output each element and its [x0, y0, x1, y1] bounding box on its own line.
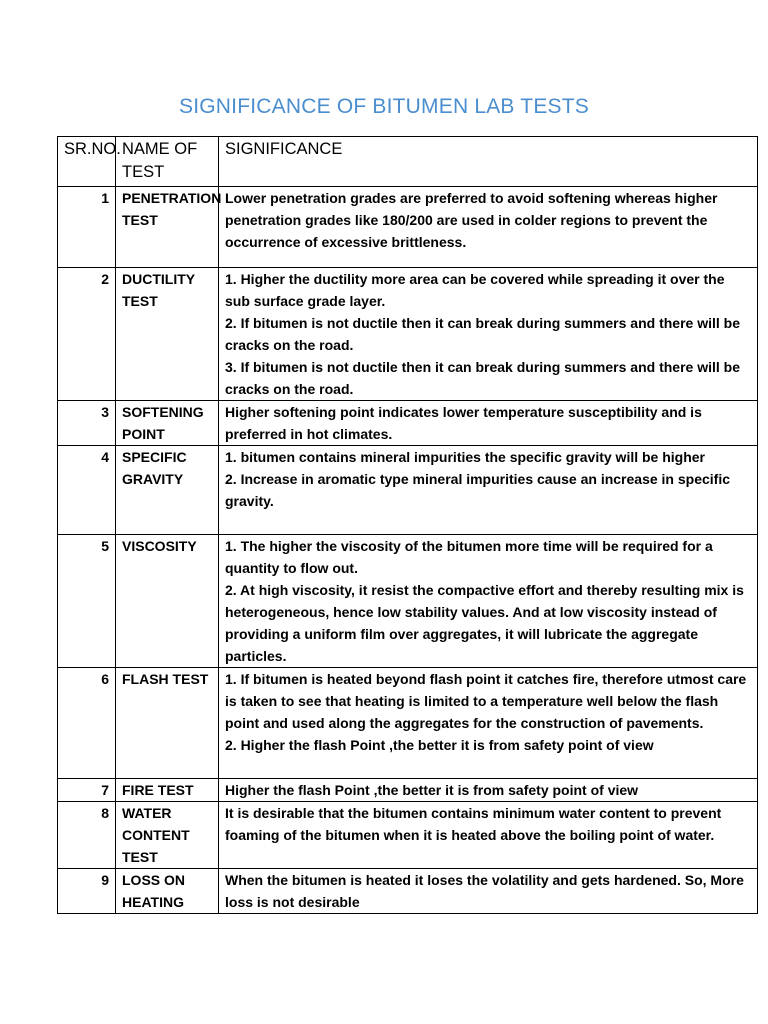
- table-row: [58, 401, 758, 446]
- significance-cell: [219, 668, 758, 779]
- row-number: 3: [58, 401, 116, 446]
- significance-cell: [219, 869, 758, 914]
- table-row: [58, 802, 758, 869]
- row-number: 1: [58, 187, 116, 268]
- table-row: [58, 668, 758, 779]
- row-number: 4: [58, 446, 116, 535]
- significance-text: When the bitumen is heated it loses the volatility and gets hardened. So, More loss is not desirable: [225, 872, 744, 910]
- table-row: [58, 446, 758, 535]
- table-row: [58, 779, 758, 802]
- significance-text: 2. At high viscosity, it resist the compactive effort and thereby resulting mix is heterogeneous, hence low stability values. And at low viscosity instead of providing a uniform film over aggregates, it will lubricate the aggregate particles.: [225, 582, 744, 664]
- row-number: 9: [58, 869, 116, 914]
- significance-cell: [219, 446, 758, 535]
- significance-cell: [219, 802, 758, 869]
- test-name: SOFTENING POINT: [116, 401, 219, 446]
- significance-text: 2. Increase in aromatic type mineral impurities cause an increase in specific gravity.: [225, 471, 731, 509]
- document-title: SIGNIFICANCE OF BITUMEN LAB TESTS: [179, 95, 589, 118]
- table-row: [58, 187, 758, 268]
- significance-text: Lower penetration grades are preferred to avoid softening whereas higher penetration grades like 180/200 are used in colder regions to prevent the occurrence of excessive brittleness.: [225, 190, 718, 250]
- test-name: PENETRATION TEST: [116, 187, 219, 268]
- significance-text: 1. bitumen contains mineral impurities the specific gravity will be higher: [225, 449, 706, 465]
- significance-text: 1. Higher the ductility more area can be covered while spreading it over the sub surface grade layer.: [225, 271, 725, 309]
- row-number: 2: [58, 268, 116, 401]
- table-row: [58, 268, 758, 401]
- test-name: WATER CONTENT TEST: [116, 802, 219, 869]
- row-number: 8: [58, 802, 116, 869]
- test-name: LOSS ON HEATING: [116, 869, 219, 914]
- test-name: SPECIFIC GRAVITY: [116, 446, 219, 535]
- row-number: 6: [58, 668, 116, 779]
- significance-text: 2. If bitumen is not ductile then it can break during summers and there will be cracks on the road.: [225, 315, 740, 353]
- row-number: 5: [58, 535, 116, 668]
- row-number: 7: [58, 779, 116, 802]
- test-name: DUCTILITY TEST: [116, 268, 219, 401]
- bitumen-tests-table: [57, 136, 758, 914]
- table-row: [58, 869, 758, 914]
- header-srno: SR.NO.: [58, 137, 116, 187]
- significance-cell: [219, 268, 758, 401]
- table-row: [58, 535, 758, 668]
- header-name-of-test: NAME OF TEST: [116, 137, 219, 187]
- significance-cell: [219, 779, 758, 802]
- significance-cell: [219, 401, 758, 446]
- test-name: FIRE TEST: [116, 779, 219, 802]
- significance-text: Higher the flash Point ,the better it is from safety point of view: [225, 782, 639, 798]
- significance-cell: [219, 535, 758, 668]
- table-header-row: [58, 137, 758, 187]
- significance-text: 1. If bitumen is heated beyond flash point it catches fire, therefore utmost care is taken to see that heating is limited to a temperature well below the flash point and used along the aggregates for the construction of pavements.: [225, 671, 747, 731]
- significance-cell: [219, 187, 758, 268]
- significance-text: 2. Higher the flash Point ,the better it is from safety point of view: [225, 737, 654, 753]
- significance-text: 1. The higher the viscosity of the bitumen more time will be required for a quantity to flow out.: [225, 538, 713, 576]
- significance-text: Higher softening point indicates lower temperature susceptibility and is preferred in hot climates.: [225, 404, 702, 442]
- significance-text: 3. If bitumen is not ductile then it can break during summers and there will be cracks on the road.: [225, 359, 740, 397]
- test-name: FLASH TEST: [116, 668, 219, 779]
- header-significance: SIGNIFICANCE: [219, 137, 758, 187]
- test-name: VISCOSITY: [116, 535, 219, 668]
- significance-text: It is desirable that the bitumen contains minimum water content to prevent foaming of the bitumen when it is heated above the boiling point of water.: [225, 805, 722, 843]
